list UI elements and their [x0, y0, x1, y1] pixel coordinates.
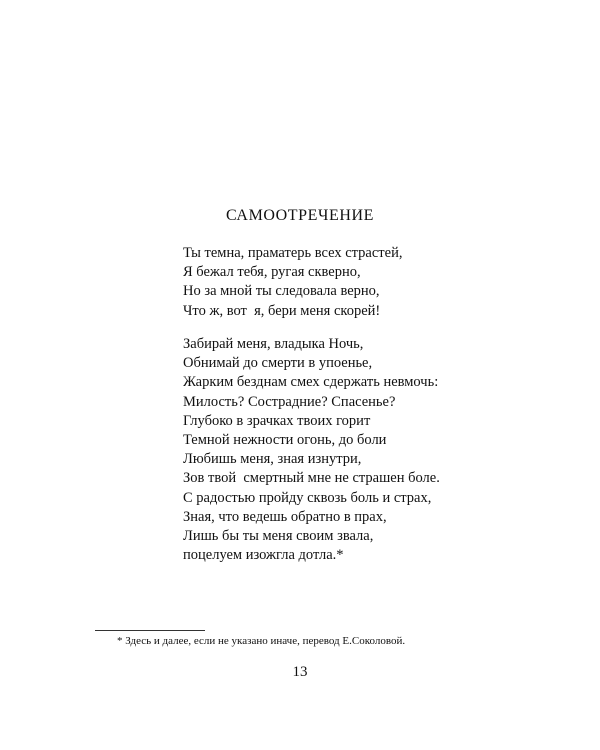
poem-line: Зная, что ведешь обратно в прах, — [183, 508, 387, 525]
poem-line: Что ж, вот я, бери меня скорей! — [183, 302, 381, 319]
stanza-1 — [183, 244, 402, 321]
poem-line: С радостью пройду сквозь боль и страх, — [183, 489, 432, 506]
poem-line: Любишь меня, зная изнутри, — [183, 451, 362, 468]
poem-line: Забирай меня, владыка Ночь, — [183, 336, 364, 352]
poem-line: Жарким безднам смех сдержать невмочь: — [183, 374, 439, 391]
poem-line: Обнимай до смерти в упоенье, — [183, 355, 373, 372]
poem-line: Милость? Сострадние? Спасенье? — [183, 393, 396, 410]
footnote-divider — [95, 630, 205, 631]
poem-line: Ты темна, праматерь всех страстей, — [183, 245, 403, 261]
poem-line: Я бежал тебя, ругая скверно, — [183, 264, 361, 281]
stanza-2 — [183, 335, 440, 565]
footnote: * Здесь и далее, если не указано иначе, перевод Е.Соколовой. — [117, 635, 406, 647]
poem-title: САМООТРЕЧЕНИЕ — [225, 207, 375, 224]
poem-line: Зов твой смертный мне не страшен боле. — [183, 470, 440, 487]
poem-line: Но за мной ты следовала верно, — [183, 283, 380, 300]
poem-line: Глубоко в зрачках твоих горит — [183, 412, 371, 429]
poem-line: Лишь бы ты меня своим звала, — [183, 527, 374, 544]
page-number: 13 — [292, 664, 308, 680]
poem-line: Темной нежности огонь, до боли — [183, 431, 387, 448]
poem-line: поцелуем изожгла дотла.* — [183, 547, 344, 564]
